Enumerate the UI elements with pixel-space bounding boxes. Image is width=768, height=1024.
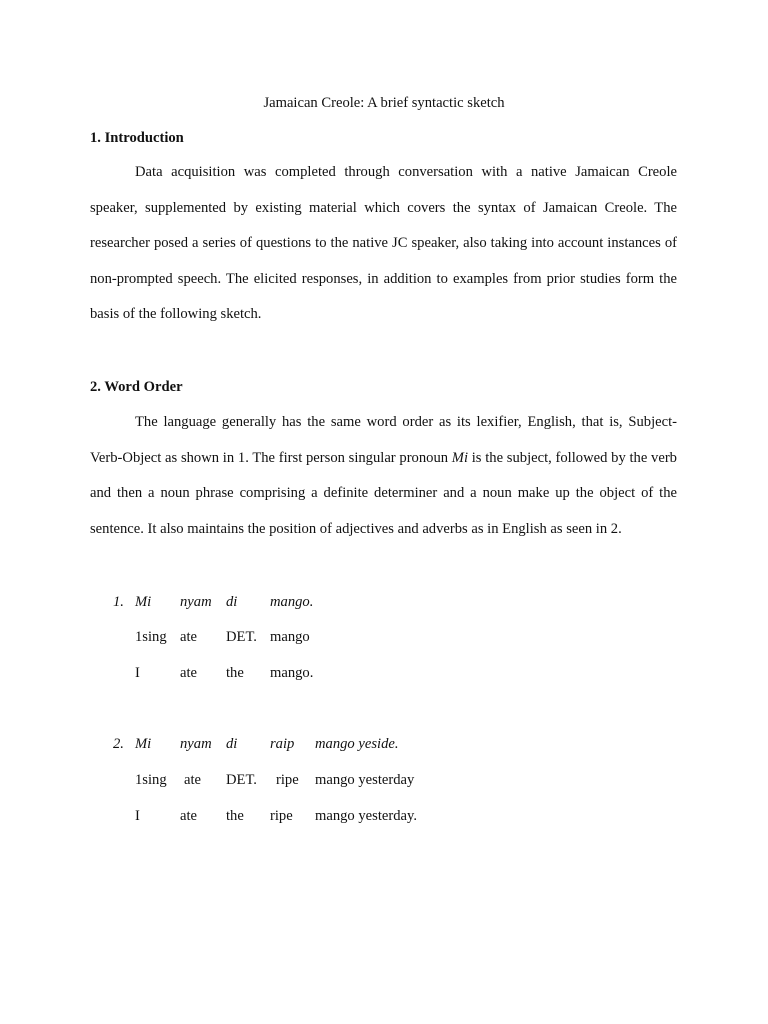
section-heading-word-order: 2. Word Order bbox=[90, 379, 183, 395]
creole-word: di bbox=[226, 594, 238, 610]
translation-word: ripe bbox=[270, 808, 293, 824]
translation-word: ate bbox=[180, 665, 198, 681]
example-number: 1. bbox=[113, 594, 124, 610]
word-order-text-1: The language generally has the same word order as its lexifier, English, that is, Subject-Verb-Object as shown in 1. The first person singular pronoun bbox=[90, 414, 677, 466]
gloss-word: 1sing bbox=[135, 772, 167, 788]
word-order-emphasis: Mi bbox=[451, 449, 469, 466]
creole-word: di bbox=[226, 736, 238, 752]
creole-word: mango yeside. bbox=[315, 736, 399, 752]
gloss-word: 1sing bbox=[135, 629, 167, 645]
translation-word: I bbox=[135, 665, 140, 681]
creole-word: Mi bbox=[135, 736, 152, 752]
creole-word: nyam bbox=[180, 594, 212, 610]
document-title: Jamaican Creole: A brief syntactic sketch bbox=[263, 95, 505, 111]
creole-word: raip bbox=[270, 736, 295, 752]
word-order-paragraph bbox=[90, 405, 677, 547]
introduction-paragraph: Data acquisition was completed through conversation with a native Jamaican Creole speaker, supplemented by existing material which covers the syntax of Jamaican Creole. The researcher posed a series of questions to the native JC speaker, also taking into account instances of non-prompted speech. The elicited responses, in addition to examples from prior studies form the basis of the following sketch. bbox=[90, 164, 677, 323]
gloss-word: mango bbox=[270, 629, 310, 645]
translation-word: the bbox=[226, 808, 244, 824]
gloss-word: DET. bbox=[226, 772, 257, 788]
creole-word: Mi bbox=[135, 594, 152, 610]
translation-word: ate bbox=[180, 808, 198, 824]
word-order-text-2: is the subject, followed by the verb and then a noun phrase comprising a definite determiner and a noun make up the object of the sentence. It also maintains the position of adjectives and adverbs as in English as seen in 2. bbox=[90, 449, 677, 537]
translation-word: mango yesterday. bbox=[315, 808, 417, 824]
gloss-word: mango yesterday bbox=[315, 772, 415, 788]
gloss-word: ate bbox=[180, 629, 198, 645]
gloss-word: ripe bbox=[276, 772, 299, 788]
translation-word: mango. bbox=[270, 665, 314, 681]
translation-word: the bbox=[226, 665, 244, 681]
gloss-word: ate bbox=[184, 772, 202, 788]
example-number: 2. bbox=[113, 736, 124, 752]
section-heading-introduction: 1. Introduction bbox=[90, 130, 184, 146]
creole-word: mango. bbox=[270, 594, 314, 610]
gloss-word: DET. bbox=[226, 629, 257, 645]
creole-word: nyam bbox=[180, 736, 212, 752]
translation-word: I bbox=[135, 808, 140, 824]
